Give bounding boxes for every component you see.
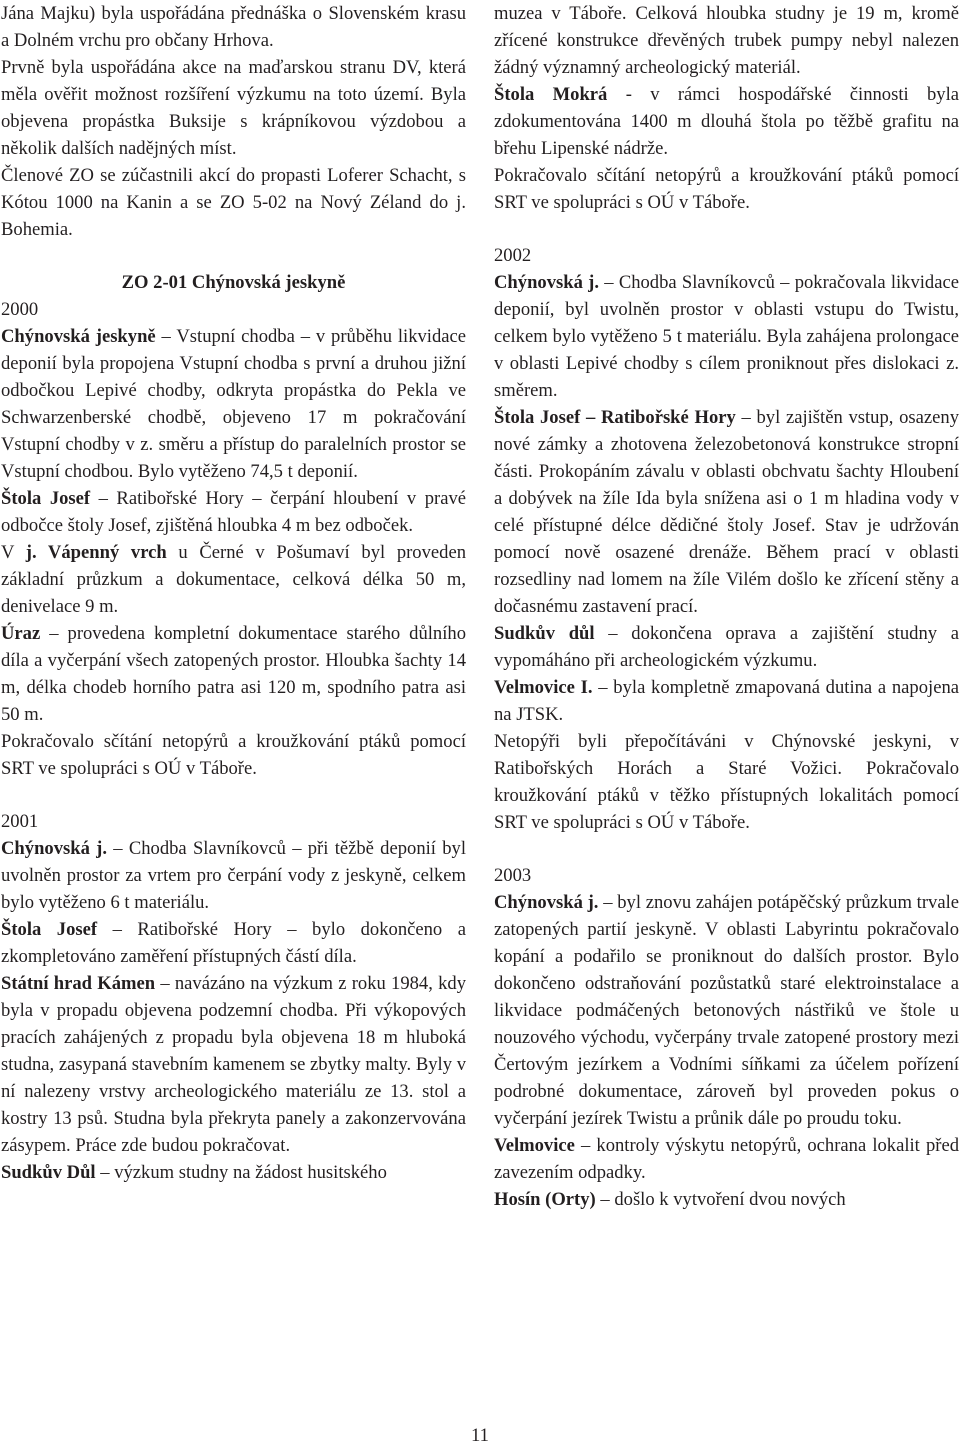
entry-text: – výzkum studny na žádost husitského	[95, 1162, 387, 1183]
entry	[1, 970, 466, 1159]
entry	[494, 674, 959, 728]
entry-text: – došlo k vytvoření dvou nových	[595, 1189, 846, 1210]
entry-text: – dokončena oprava a zajištění studny a vypomáháno při archeologickém výzkumu.	[494, 623, 959, 671]
entry-title: Sudkův Důl	[1, 1162, 96, 1183]
entry-title: Chýnovská j.	[494, 272, 599, 293]
entry	[1, 620, 466, 728]
entry-title: Štola Josef – Ratibořské Hory	[494, 407, 736, 428]
entry-title: Štola Josef	[1, 488, 91, 509]
paragraph: Prvně byla uspořádána akce na maďarskou stranu DV, která měla ověřit možnost rozšíření výzkumu na toto území. Byla objevena propástka Buksije s krápníkovou výzdobou a několik dalších nadějných míst.	[1, 57, 466, 159]
paragraph: muzea v Táboře. Celková hloubka studny je 19 m, kromě zřícené konstrukce dřevěných trubek pumpy nebyl nalezen žádný významný archeologický materiál.	[494, 3, 959, 78]
entry-title: j. Vápenný vrch	[25, 542, 167, 563]
entry	[494, 1186, 959, 1213]
entry-title: Chýnovská j.	[1, 838, 107, 859]
right-column	[494, 0, 959, 1213]
entry-text: u Černé v Pošumaví byl proveden základní průzkum a dokumentace, celková délka 50 m, denivelace 9 m.	[1, 542, 467, 617]
spacer	[1, 243, 466, 269]
entry-text: – Chodba Slavníkovců – při těžbě deponií byl uvolněn prostor za vrtem pro čerpání vody z jeskyně, celkem bylo vytěženo 6 t materiálu.	[1, 838, 466, 913]
paragraph: Jána Majku) byla uspořádána přednáška o Slovenském krasu a Dolném vrchu pro občany Hrhova.	[1, 3, 466, 51]
paragraph: Pokračovalo sčítání netopýrů a kroužkování ptáků pomocí SRT ve spolupráci s OÚ v Táboře.	[494, 165, 959, 213]
entry	[1, 539, 466, 620]
spacer	[494, 836, 959, 862]
year-heading-2003: 2003	[494, 865, 532, 886]
entry-title: Úraz	[1, 623, 41, 644]
entry-text: – Vstupní chodba – v průběhu likvidace deponií byla propojena Vstupní chodba s první a druhou jižní odbočkou Lepivé chodby, odkryta propástka do Pekla ve Schwarzenberské chodbě, objeveno 17 m pokračování Vstupní chodby v z. směru a přístup do paralelních prostor se Vstupní chodbou. Bylo vytěženo 74,5 t deponií.	[1, 326, 467, 482]
entry-title: Štola Josef	[1, 919, 98, 940]
entry-title: Chýnovská j.	[494, 892, 599, 913]
entry	[494, 404, 959, 620]
entry	[494, 889, 959, 1132]
entry-text: – Ratibořské Hory – bylo dokončeno a zkompletováno zaměření přístupných částí díla.	[1, 919, 466, 967]
entry-title: Hosín (Orty)	[494, 1189, 596, 1210]
entry-title: Chýnovská jeskyně	[1, 326, 156, 347]
entry-text: – kontroly výskytu netopýrů, ochrana lokalit před zavezením odpadky.	[494, 1135, 959, 1183]
entry-title: Velmovice I.	[494, 677, 593, 698]
entry	[494, 81, 959, 162]
entry-text: – Chodba Slavníkovců – pokračovala likvidace deponií, byl uvolněn prostor v oblasti vstupu do Twistu, celkem bylo vytěženo 5 t materiálu. Byla zahájena prolongace v oblasti Lepivé chodby s cílem proniknout přes dislokaci z. směrem.	[494, 272, 959, 401]
entry-title: Velmovice	[494, 1135, 575, 1156]
entry	[1, 916, 466, 970]
page-number: 11	[471, 1425, 489, 1446]
entry	[1, 485, 466, 539]
paragraph: Členové ZO se zúčastnili akcí do propasti Loferer Schacht, s Kótou 1000 na Kanin a se ZO 5-02 na Nový Zéland do j. Bohemia.	[1, 165, 466, 240]
entry-title: Státní hrad Kámen	[1, 973, 156, 994]
entry-text: - v rámci hospodářské činnosti byla zdokumentována 1400 m dlouhá štola po těžbě grafitu na břehu Lipenské nádrže.	[494, 84, 959, 159]
left-column	[1, 0, 466, 1186]
section-heading: ZO 2-01 Chýnovská jeskyně	[121, 272, 346, 293]
entry-text: – byl zajištěn vstup, osazeny nové zámky a zhotovena železobetonová konstrukce stropní části. Prokopáním závalu v oblasti obchvatu šachty Hloubení a dobývek na žíle Ida byla snížena asi o 1 m hladina vody v celé přístupné délce dědičné štoly Josef. Stav je udržován pomocí nově osazené drenáže. Během prací v oblasti rozsedliny nad lomem na žíle Vilém došlo ke zřícení stěny a dočasnému zastavení prací.	[494, 407, 959, 617]
entry	[1, 1159, 466, 1186]
entry-text: – byl znovu zahájen potápěčský průzkum trvale zatopených partií jeskyně. V oblasti Labyrintu pokračovalo kopání a podařilo se proniknout do dalších prostor. Bylo dokončeno odstraňování pozůstatků staré elektroinstalace a likvidace podmáčených betonových nástřiků ve štole u nouzového východu, vyčerpány trvale zatopené prostory mezi Čertovým jezírkem a Vodními síňkami za účelem pořízení podrobné dokumentace, zároveň byl proveden pokus o vyčerpání jezírek Twistu a průnik dále po proudu toku.	[494, 892, 959, 1129]
year-heading-2000: 2000	[1, 299, 39, 320]
entry-text: – navázáno na výzkum z roku 1984, kdy byla v propadu objevena podzemní chodba. Při výkopových pracích zahájených z propadu byla objevena 18 m hluboká studna, zasypaná stavebním kamenem se zbytky malty. Byly v ní nalezeny vrstvy archeologického materiálu ze 13. stol a kostry 13 psů. Studna byla překryta panely a zakonzervována zásypem. Práce zde budou pokračovat.	[1, 973, 466, 1156]
entry	[494, 1132, 959, 1186]
entry	[1, 323, 466, 485]
year-heading-2001: 2001	[1, 811, 39, 832]
entry-text: – Ratibořské Hory – čerpání hloubení v pravé odbočce štoly Josef, zjištěná hloubka 4 m bez odboček.	[1, 488, 466, 536]
paragraph: Pokračovalo sčítání netopýrů a kroužkování ptáků pomocí SRT ve spolupráci s OÚ v Táboře.	[1, 731, 466, 779]
paragraph: Netopýři byli přepočítáváni v Chýnovské jeskyni, v Ratibořských Horách a Staré Vožici. Pokračovalo kroužkování ptáků v těžko přístupných lokalitách pomocí SRT ve spolupráci s OÚ v Táboře.	[494, 731, 959, 833]
entry-prefix: V	[1, 542, 26, 563]
entry-title: Štola Mokrá	[494, 84, 608, 105]
entry-text: – byla kompletně zmapovaná dutina a napojena na JTSK.	[494, 677, 959, 725]
entry	[1, 835, 466, 916]
spacer	[1, 782, 466, 808]
spacer	[494, 216, 959, 242]
entry	[494, 269, 959, 404]
entry-title: Sudkův důl	[494, 623, 595, 644]
year-heading-2002: 2002	[494, 245, 532, 266]
entry	[494, 620, 959, 674]
entry-text: – provedena kompletní dokumentace starého důlního díla a vyčerpání všech zatopených prostor. Hloubka šachty 14 m, délka chodeb horního patra asi 120 m, spodního patra asi 50 m.	[1, 623, 466, 725]
